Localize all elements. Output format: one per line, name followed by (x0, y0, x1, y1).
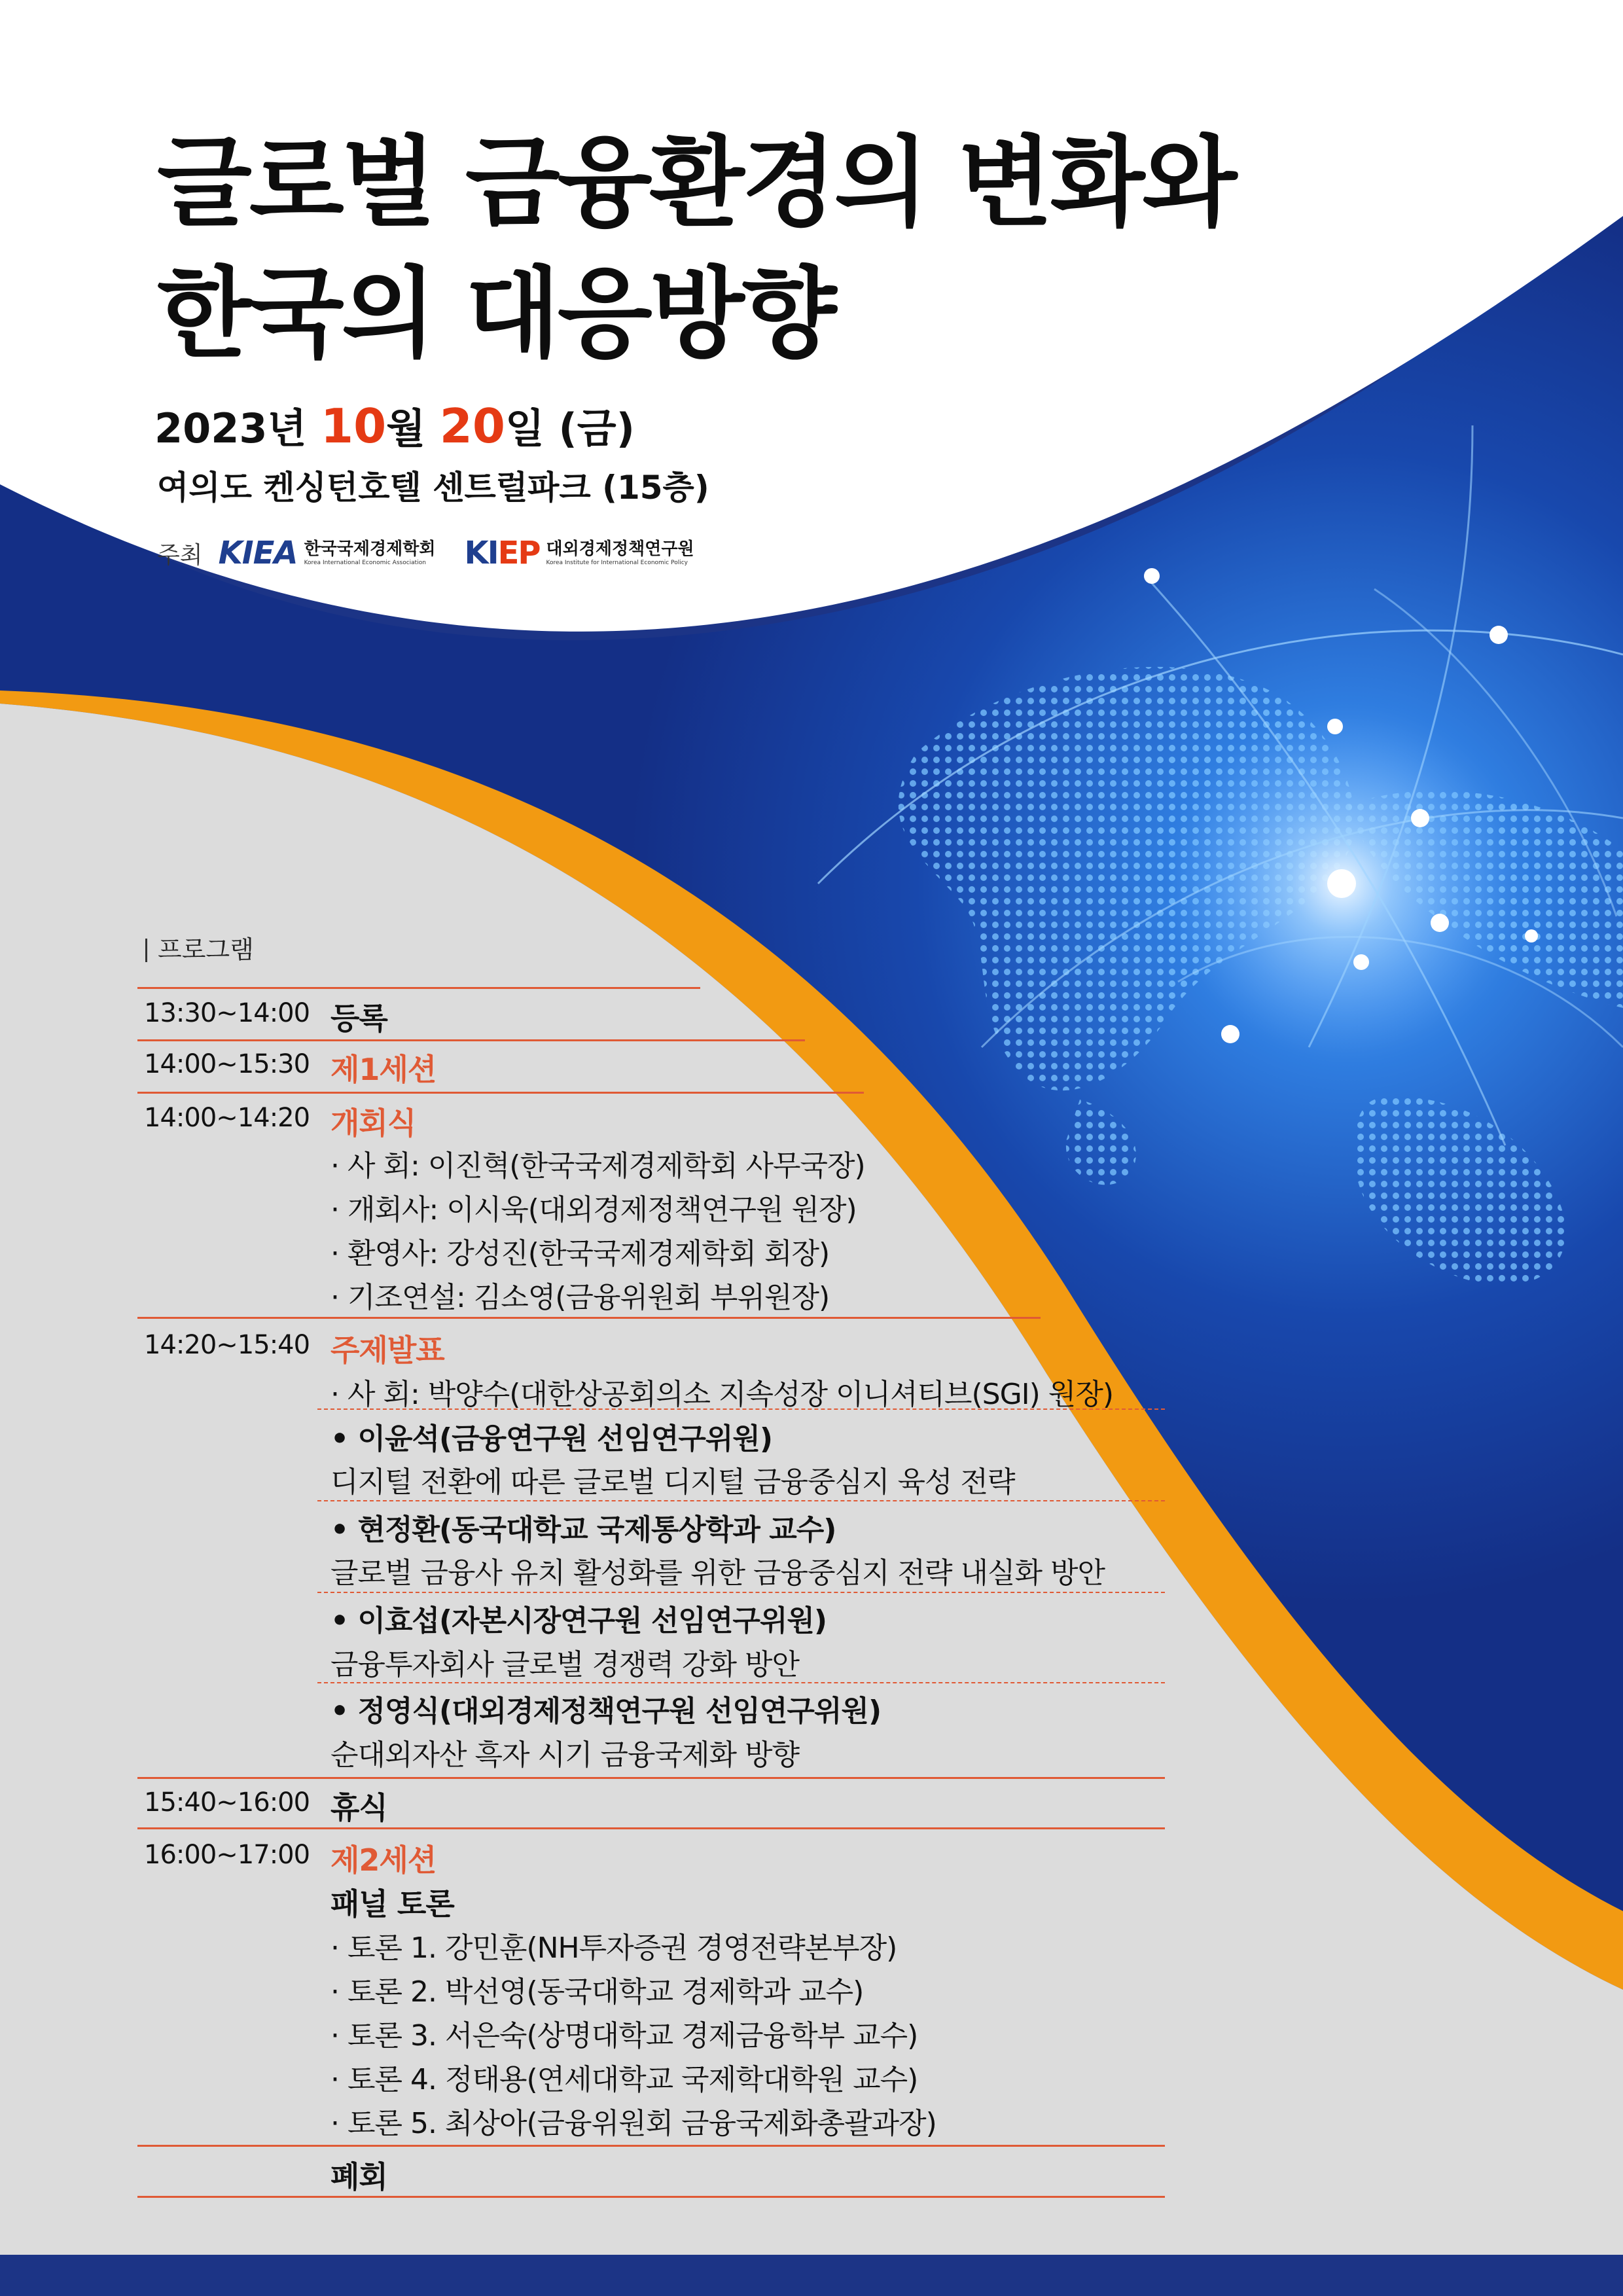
divider (137, 2196, 1165, 2198)
dashed-divider (317, 1500, 1165, 1501)
panel-item: · 토론 2. 박선영(동국대학교 경제학과 교수) (330, 1975, 864, 2009)
opening-time: 14:00~14:20 (144, 1103, 310, 1133)
hosts-label: 주최 (157, 541, 203, 569)
kiep-mark-a: KI (464, 535, 498, 571)
title-line-1: 글로벌 금융환경의 변화와 (157, 126, 1235, 240)
talk-speaker: • 이윤석(금융연구원 선임연구위원) (330, 1422, 773, 1456)
divider (137, 1777, 1165, 1779)
divider (137, 1827, 1165, 1829)
date-day: 20 (439, 399, 505, 454)
kiea-name-en: Korea International Economic Association (304, 560, 426, 566)
date-day-unit: 일 (505, 404, 544, 452)
talk-topic: 디지털 전환에 따른 글로벌 디지털 금융중심지 육성 전략 (330, 1465, 1015, 1499)
kiea-mark: KIEA (218, 535, 298, 571)
dashed-divider (317, 1592, 1165, 1593)
presentations-time: 14:20~15:40 (144, 1330, 310, 1360)
opening-item: · 사 회: 이진혁(한국국제경제학회 사무국장) (330, 1149, 865, 1183)
talk-speaker: • 현정환(동국대학교 국제통상학과 교수) (330, 1513, 836, 1547)
talk-speaker: • 이효섭(자본시장연구원 선임연구위원) (330, 1604, 827, 1638)
footer-bar (0, 2255, 1623, 2296)
presentations-title: 주제발표 (330, 1333, 444, 1368)
divider (137, 1092, 864, 1094)
session2-title: 제2세션 (330, 1842, 437, 1878)
kiep-mark (465, 535, 540, 571)
panel-item: · 토론 1. 강민훈(NH투자증권 경영전략본부장) (330, 1931, 897, 1965)
presentations-moderator: · 사 회: 박양수(대한상공회의소 지속성장 이니셔티브(SGI) 원장) (330, 1378, 1113, 1411)
dashed-divider (317, 1682, 1165, 1683)
hosts (157, 533, 694, 573)
session2-subtitle: 패널 토론 (330, 1886, 454, 1922)
event-venue: 여의도 켄싱턴호텔 센트럴파크 (15층) (157, 469, 709, 507)
page-title (157, 118, 1234, 380)
talk-speaker: • 정영식(대외경제정책연구원 선임연구위원) (330, 1695, 882, 1728)
talk-topic: 금융투자회사 글로벌 경쟁력 강화 방안 (330, 1648, 800, 1681)
divider (137, 987, 700, 989)
session1-title: 제1세션 (330, 1052, 437, 1087)
title-line-2: 한국의 대응방향 (157, 257, 834, 371)
kiea-logo (219, 535, 436, 571)
kiep-logo (465, 535, 694, 571)
panel-item: · 토론 5. 최상아(금융위원회 금융국제화총괄과장) (330, 2107, 936, 2140)
heading-bar (145, 939, 147, 962)
program-heading-label: 프로그램 (158, 935, 254, 964)
registration-time: 13:30~14:00 (144, 998, 310, 1028)
date-month-unit: 월 (386, 404, 426, 452)
divider (137, 1039, 805, 1041)
talk-topic: 글로벌 금융사 유치 활성화를 위한 금융중심지 전략 내실화 방안 (330, 1556, 1105, 1590)
break-title: 휴식 (330, 1790, 387, 1825)
opening-item: · 기조연설: 김소영(금융위원회 부위원장) (330, 1281, 830, 1314)
date-year: 2023년 (154, 404, 307, 452)
panel-item: · 토론 3. 서은숙(상명대학교 경제금융학부 교수) (330, 2019, 918, 2053)
kiep-mark-b: EP (497, 535, 540, 571)
session2-time: 16:00~17:00 (144, 1840, 310, 1870)
session1-time: 14:00~15:30 (144, 1049, 310, 1079)
kiep-name-ko: 대외경제정책연구원 (546, 539, 694, 559)
event-date (154, 396, 635, 454)
opening-item: · 개회사: 이시욱(대외경제정책연구원 원장) (330, 1193, 857, 1227)
program-heading (145, 929, 254, 965)
closing-title: 폐회 (330, 2159, 387, 2195)
opening-title: 개회식 (330, 1105, 416, 1141)
date-month: 10 (321, 399, 387, 454)
divider (137, 1317, 1041, 1319)
divider (137, 2145, 1165, 2147)
break-time: 15:40~16:00 (144, 1787, 310, 1818)
talk-topic: 순대외자산 흑자 시기 금융국제화 방향 (330, 1738, 800, 1772)
kiep-name-en: Korea Institute for International Economic Policy (546, 560, 688, 566)
dashed-divider (317, 1408, 1165, 1410)
date-weekday: (금) (558, 404, 635, 452)
kiea-name-ko: 한국국제경제학회 (304, 539, 436, 559)
opening-item: · 환영사: 강성진(한국국제경제학회 회장) (330, 1237, 830, 1270)
panel-item: · 토론 4. 정태용(연세대학교 국제학대학원 교수) (330, 2063, 918, 2096)
registration-title: 등록 (330, 1001, 387, 1036)
